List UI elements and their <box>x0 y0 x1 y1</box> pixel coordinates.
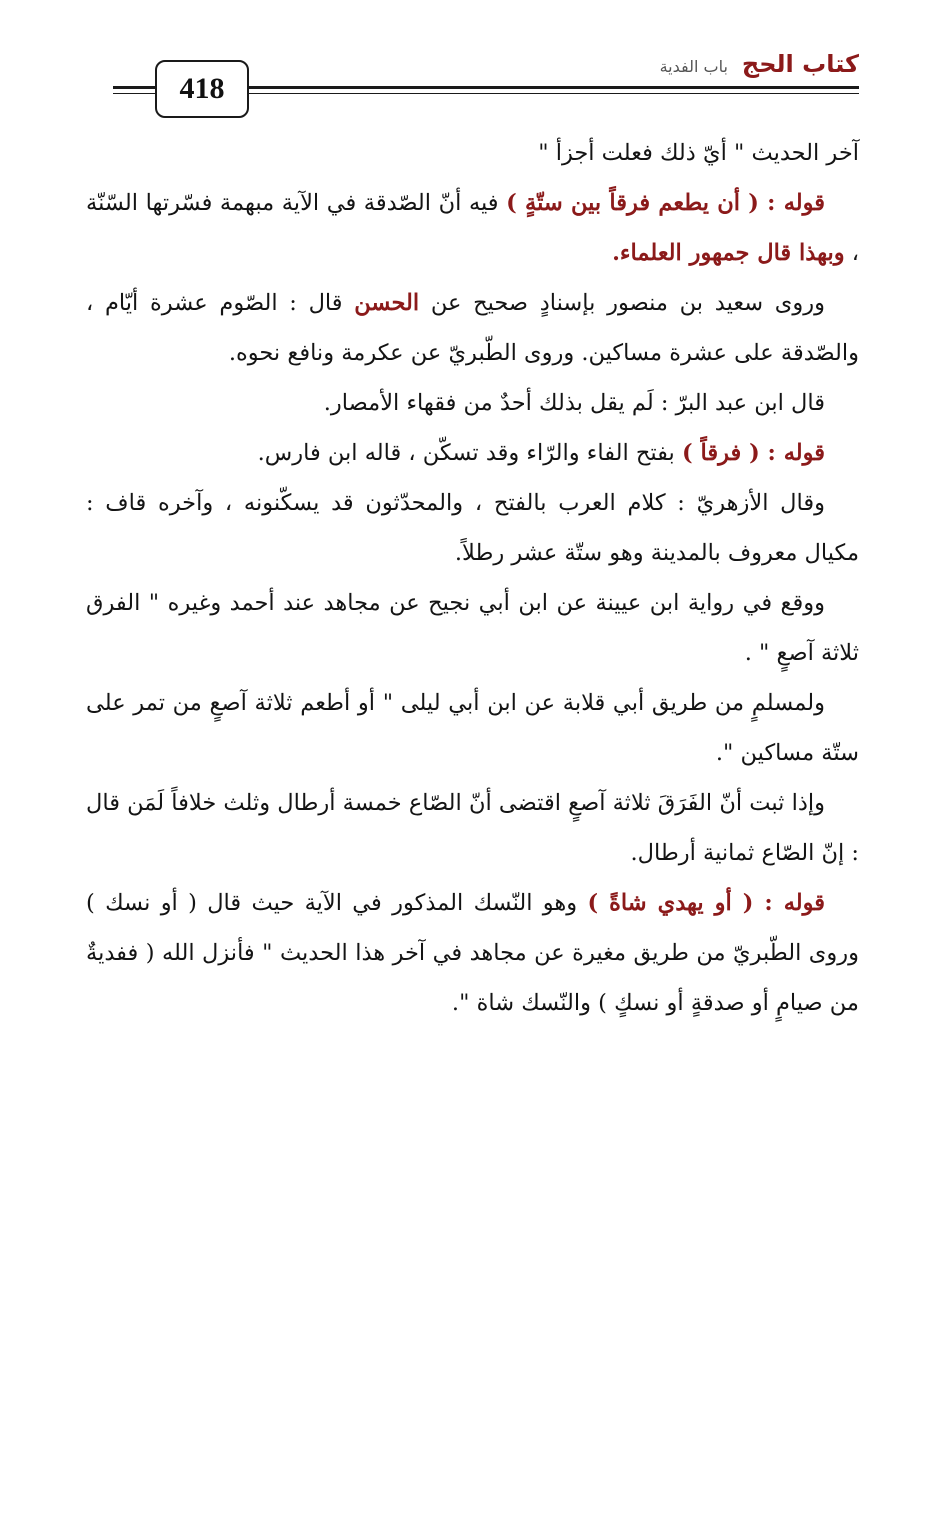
book-title: كتاب الحج <box>741 50 859 78</box>
text-run: بفتح الفاء والرّاء وقد تسكّن ، قاله ابن فارس. <box>257 440 682 466</box>
paragraph <box>86 278 859 378</box>
text-run: ووقع في رواية ابن عيينة عن ابن أبي نجيح عن مجاهد عند أحمد وغيره " الفرق ثلاثة آصعٍ " . <box>86 590 859 666</box>
text-run: قال ابن عبد البرّ : لَم يقل بذلك أحدٌ من فقهاء الأمصار. <box>323 390 825 416</box>
highlighted-text: الحسن <box>354 290 420 316</box>
text-run: وروى سعيد بن منصور بإسنادٍ صحيح عن <box>419 290 825 316</box>
paragraph <box>86 378 859 428</box>
paragraph <box>86 178 859 278</box>
paragraph <box>86 878 859 1028</box>
highlighted-text: قوله : ( أو يهدي شاةً ) <box>587 890 826 916</box>
text-run: فيه أنّ الصّدقة في الآية مبهمة فسّرتها السّنّة ، <box>86 190 859 266</box>
text-run: آخر الحديث " أيّ ذلك فعلت أجزأ " <box>538 140 859 166</box>
text-run: وهو النّسك المذكور في الآية حيث قال ( أو نسك ) وروى الطّبريّ من طريق مغيرة عن مجاهد في آخر هذا الحديث " فأنزل الله ( ففديةٌ من صيامٍ أو صدقةٍ أو نسكٍ ) والنّسك شاة ". <box>86 890 859 1016</box>
text-run: قال : الصّوم عشرة أيّام ، والصّدقة على عشرة مساكين. وروى الطّبريّ عن عكرمة ونافع نحوه. <box>86 290 859 366</box>
highlighted-text: قوله : ( أن يطعم فرقاً بين ستّةٍ ) <box>506 190 825 216</box>
paragraph <box>86 128 859 178</box>
text-run: ولمسلمٍ من طريق أبي قلابة عن ابن أبي ليلى " أو أطعم ثلاثة آصعٍ من تمر على ستّة مساكين ". <box>86 690 859 766</box>
page-header <box>0 0 945 130</box>
paragraph <box>86 478 859 578</box>
paragraph <box>86 578 859 678</box>
highlighted-text: قوله : ( فرقاً ) <box>681 440 825 466</box>
page-number: 418 <box>155 60 249 118</box>
page-body <box>86 128 859 1028</box>
paragraph <box>86 778 859 878</box>
chapter-title: باب الفدية <box>659 57 728 76</box>
text-run: وإذا ثبت أنّ الفَرَقَ ثلاثة آصعٍ اقتضى أنّ الصّاع خمسة أرطال وثلث خلافاً لَمَن قال : إنّ الصّاع ثمانية أرطال. <box>86 790 859 866</box>
paragraph <box>86 428 859 478</box>
highlighted-text: وبهذا قال جمهور العلماء. <box>612 240 845 266</box>
text-run: وقال الأزهريّ : كلام العرب بالفتح ، والمحدّثون قد يسكّنونه ، وآخره قاف : مكيال معروف بالمدينة وهو ستّة عشر رطلاً. <box>86 490 859 566</box>
running-head <box>660 50 859 78</box>
paragraph <box>86 678 859 778</box>
